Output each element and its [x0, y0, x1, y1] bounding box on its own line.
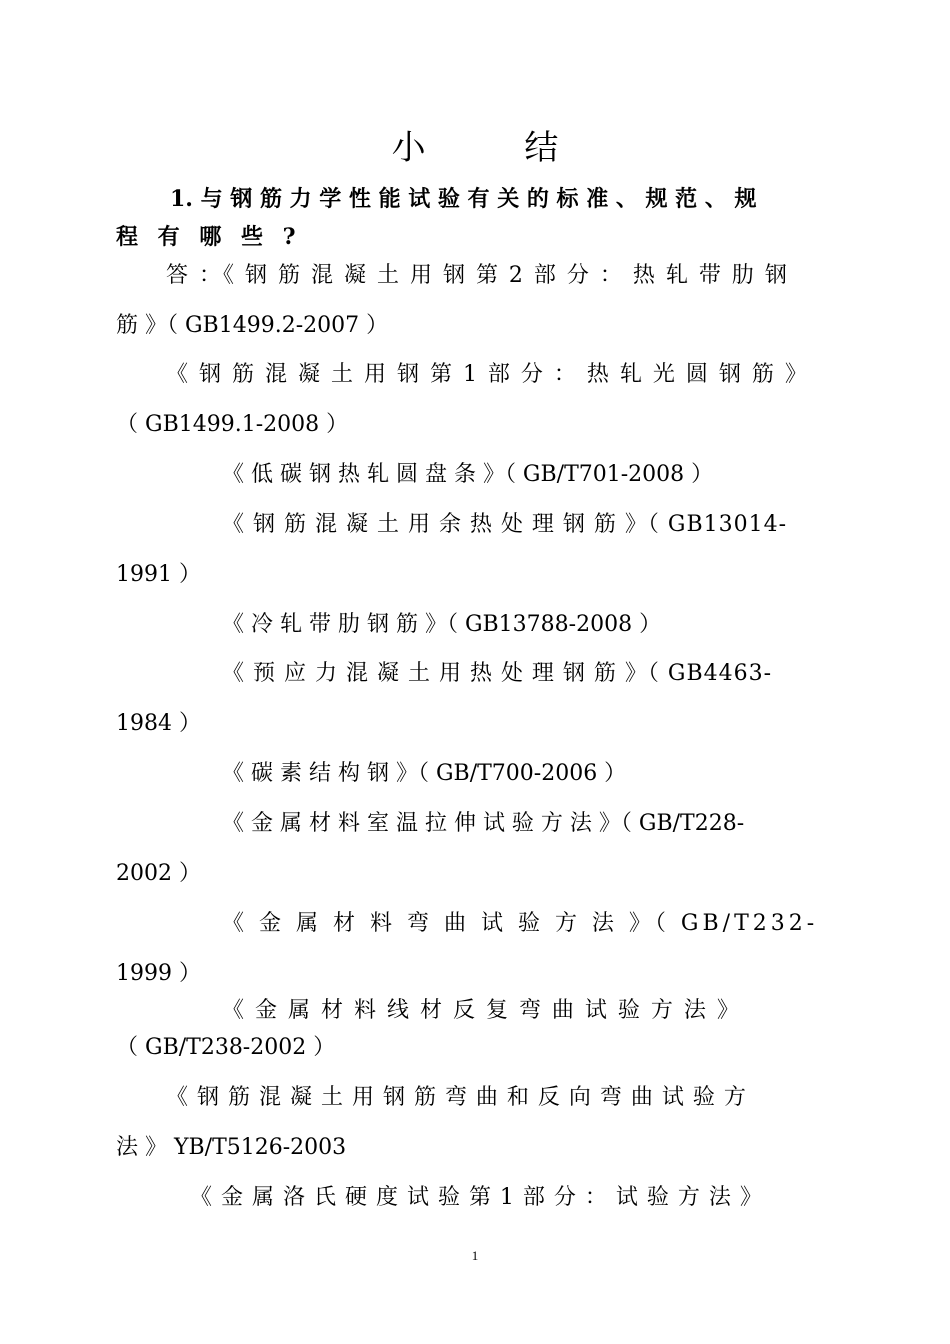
answer-line: 《 金 属 洛 氏 硬 度 试 验 第 1 部 分 ： 试 验 方 法 》 [190, 1185, 763, 1210]
answer-line: 《 金 属 材 料 线 材 反 复 弯 曲 试 验 方 法 》 [222, 998, 741, 1023]
answer-line: 1984 ） [116, 711, 201, 736]
answer-line: （ GB/T238-2002 ） [116, 1035, 336, 1060]
page-number: 1 [471, 1248, 479, 1263]
question-line-2: 程 有 哪 些 ? [116, 224, 302, 250]
answer-line: 1999 ） [116, 961, 201, 986]
answer-line: 《 冷 轧 带 肋 钢 筋 》（ GB13788-2008 ） [222, 612, 662, 637]
answer-line: （ GB1499.1-2008 ） [116, 412, 349, 437]
answer-line: 《 金 属 材 料 室 温 拉 伸 试 验 方 法 》（ GB/T228- [222, 811, 745, 836]
answer-line: 《 金 属 材 料 弯 曲 试 验 方 法 》（ GB/T232- [222, 911, 819, 936]
answer-line: 筋 》（ GB1499.2-2007 ） [116, 313, 389, 338]
answer-line: 《 钢 筋 混 凝 土 用 余 热 处 理 钢 筋 》（ GB13014- [222, 512, 788, 537]
answer-line: 《 碳 素 结 构 钢 》（ GB/T700-2006 ） [222, 761, 627, 786]
question-text-1: 1. 与 钢 筋 力 学 性 能 试 验 有 关 的 标 准 、 规 范 、 规 [170, 186, 757, 212]
answer-line: 法 》 YB/T5126-2003 [116, 1135, 347, 1160]
answer-line: 《 低 碳 钢 热 轧 圆 盘 条 》（ GB/T701-2008 ） [222, 462, 714, 487]
answer-line: 《 钢 筋 混 凝 土 用 钢 筋 弯 曲 和 反 向 弯 曲 试 验 方 [166, 1085, 747, 1110]
answer-line: 1991 ） [116, 562, 201, 587]
answer-line: 2002 ） [116, 861, 201, 886]
question-line-1 [170, 182, 826, 213]
page-title: 小 结 [391, 128, 603, 168]
answer-line: 答 ：《 钢 筋 混 凝 土 用 钢 第 2 部 分 ： 热 轧 带 肋 钢 [166, 263, 789, 288]
answer-line: 《 预 应 力 混 凝 土 用 热 处 理 钢 筋 》（ GB4463- [222, 661, 773, 686]
answer-line: 《 钢 筋 混 凝 土 用 钢 第 1 部 分 ： 热 轧 光 圆 钢 筋 》 [166, 362, 809, 387]
